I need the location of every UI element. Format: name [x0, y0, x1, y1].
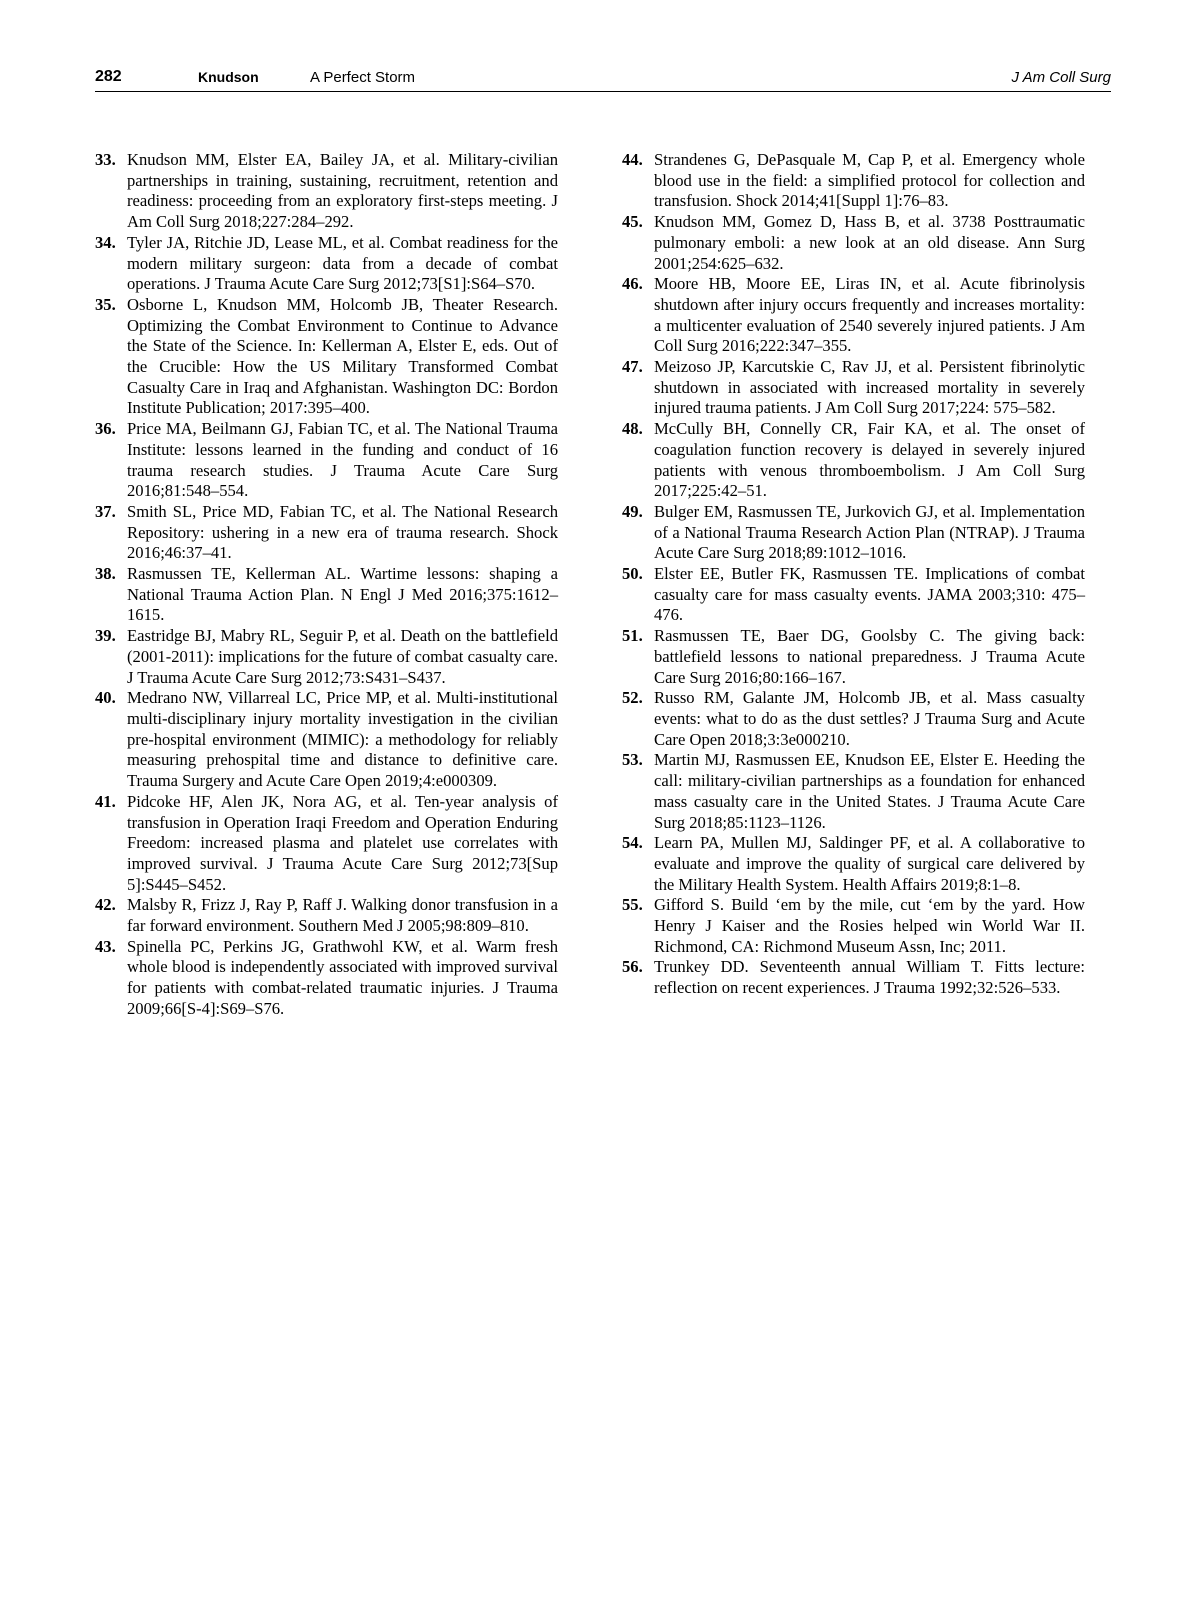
reference-text: Learn PA, Mullen MJ, Saldinger PF, et al. A collaborative to evaluate and improve the quality of surgical care delivered by the Military Health System. Health Affairs 2019;8:1–8.: [654, 833, 1085, 894]
reference-number: 46.: [622, 274, 643, 294]
reference-item: [95, 295, 558, 419]
reference-item: [622, 564, 1085, 626]
reference-number: 50.: [622, 564, 643, 584]
reference-text: Malsby R, Frizz J, Ray P, Raff J. Walking donor transfusion in a far forward environment. Southern Med J 2005;98:809–810.: [127, 895, 558, 936]
reference-item: [622, 274, 1085, 357]
header-rule: [95, 91, 1111, 92]
reference-text: Tyler JA, Ritchie JD, Lease ML, et al. Combat readiness for the modern military surgeon: data from a decade of combat operations. J Trauma Acute Care Surg 2012;73[S1]:S64–S70.: [127, 232, 558, 294]
running-author: Knudson: [198, 69, 259, 85]
reference-text: Pidcoke HF, Alen JK, Nora AG, et al. Ten-year analysis of transfusion in Operation Iraqi Freedom and Operation Enduring Freedom: increased plasma and platelet use correlates with improved survival. J Trauma Acute Care Surg 2012;73[Sup 5]:S445–S452.: [127, 791, 558, 894]
running-header: [95, 68, 1111, 90]
reference-item: [622, 957, 1085, 998]
reference-number: 41.: [95, 791, 116, 811]
reference-text: Eastridge BJ, Mabry RL, Seguir P, et al. Death on the battlefield (2001-2011): implications for the future of combat casualty care. J Trauma Acute Care Surg 2012;73:S431–S437.: [127, 626, 558, 687]
reference-item: [95, 626, 558, 688]
reference-number: 52.: [622, 688, 643, 708]
reference-number: 38.: [95, 564, 116, 584]
reference-number: 45.: [622, 212, 643, 232]
reference-item: [622, 502, 1085, 564]
reference-text: Trunkey DD. Seventeenth annual William T. Fitts lecture: reflection on recent experiences. J Trauma 1992;32:526–533.: [654, 957, 1085, 998]
reference-number: 47.: [622, 357, 643, 377]
references-right-column: [622, 150, 1085, 999]
reference-item: [622, 357, 1085, 419]
reference-text: Smith SL, Price MD, Fabian TC, et al. The National Research Repository: ushering in a new era of trauma research. Shock 2016;46:37–41.: [127, 501, 558, 563]
reference-item: [622, 688, 1085, 750]
reference-text: Spinella PC, Perkins JG, Grathwohl KW, et al. Warm fresh whole blood is independently associated with improved survival for patients with combat-related traumatic injuries. J Trauma 2009;66[S-4]:S69–S76.: [127, 936, 558, 1018]
reference-number: 42.: [95, 895, 116, 915]
reference-text: Russo RM, Galante JM, Holcomb JB, et al. Mass casualty events: what to do as the dust settles? J Trauma Surg and Acute Care Open 2018;3:3e000210.: [654, 688, 1085, 749]
reference-text: Strandenes G, DePasquale M, Cap P, et al. Emergency whole blood use in the field: a simplified protocol for collection and transfusion. Shock 2014;41[Suppl 1]:76–83.: [654, 150, 1085, 211]
journal-name: J Am Coll Surg: [1011, 69, 1111, 86]
reference-item: [622, 419, 1085, 502]
reference-item: [95, 688, 558, 792]
reference-text: Knudson MM, Elster EA, Bailey JA, et al. Military-civilian partnerships in training, sustaining, recruitment, retention and readiness: proceeding from an exploratory first-steps meeting. J Am Coll Surg 2018;227:284–292.: [127, 150, 558, 232]
reference-number: 33.: [95, 150, 116, 169]
reference-item: [622, 626, 1085, 688]
reference-number: 53.: [622, 750, 643, 770]
reference-text: Bulger EM, Rasmussen TE, Jurkovich GJ, et al. Implementation of a National Trauma Research Action Plan (NTRAP). J Trauma Acute Care Surg 2018;89:1012–1016.: [654, 501, 1085, 563]
reference-text: Gifford S. Build ‘em by the mile, cut ‘em by the yard. How Henry J Kaiser and the Rosies helped win World War II. Richmond, CA: Richmond Museum Assn, Inc; 2011.: [654, 895, 1085, 956]
reference-number: 34.: [95, 232, 116, 252]
references-left-column: [95, 150, 558, 1020]
reference-text: McCully BH, Connelly CR, Fair KA, et al. The onset of coagulation function recovery is delayed in severely injured patients with venous thromboembolism. J Am Coll Surg 2017;225:42–51.: [654, 419, 1085, 501]
reference-item: [622, 150, 1085, 212]
reference-number: 56.: [622, 957, 643, 977]
reference-text: Moore HB, Moore EE, Liras IN, et al. Acute fibrinolysis shutdown after injury occurs frequently and increases mortality: a multicenter evaluation of 2540 severely injured patients. J Am Coll Surg 2016;222:347–355.: [654, 274, 1085, 356]
reference-item: [95, 150, 558, 233]
reference-text: Martin MJ, Rasmussen EE, Knudson EE, Elster E. Heeding the call: military-civilian partnerships as a foundation for enhanced mass casualty care in the United States. J Trauma Acute Care Surg 2018;85:1123–1126.: [654, 750, 1085, 832]
reference-item: [95, 792, 558, 896]
reference-item: [622, 212, 1085, 274]
reference-number: 51.: [622, 626, 643, 646]
reference-item: [622, 750, 1085, 833]
reference-item: [95, 937, 558, 1020]
reference-text: Elster EE, Butler FK, Rasmussen TE. Implications of combat casualty care for mass casualty events. JAMA 2003;310: 475–476.: [654, 564, 1085, 625]
reference-item: [95, 564, 558, 626]
reference-text: Meizoso JP, Karcutskie C, Rav JJ, et al. Persistent fibrinolytic shutdown in associated with increased mortality in severely injured trauma patients. J Am Coll Surg 2017;224: 575–582.: [654, 357, 1085, 418]
reference-item: [95, 502, 558, 564]
page-number: 282: [95, 68, 122, 85]
reference-text: Osborne L, Knudson MM, Holcomb JB, Theater Research. Optimizing the Combat Environment to Continue to Advance the State of the Science. In: Kellerman A, Elster E, eds. Out of the Crucible: How the US Military Transformed Combat Casualty Care in Iraq and Afghanistan. Washington DC: Bordon Institute Publication; 2017:395–400.: [127, 294, 558, 418]
running-title: A Perfect Storm: [310, 69, 416, 86]
reference-number: 36.: [95, 419, 116, 439]
reference-number: 55.: [622, 895, 643, 915]
reference-number: 43.: [95, 936, 116, 956]
reference-item: [622, 833, 1085, 895]
reference-text: Medrano NW, Villarreal LC, Price MP, et al. Multi-institutional multi-disciplinary injury mortality investigation in the civilian pre-hospital environment (MIMIC): a methodology for reliably measuring prehospital time and distance to definitive care. Trauma Surgery and Acute Care Open 2019;4:e000309.: [127, 688, 558, 791]
reference-item: [95, 233, 558, 295]
reference-item: [622, 895, 1085, 957]
reference-number: 44.: [622, 150, 643, 169]
reference-number: 48.: [622, 419, 643, 439]
reference-number: 54.: [622, 833, 643, 853]
reference-item: [95, 895, 558, 936]
reference-text: Knudson MM, Gomez D, Hass B, et al. 3738 Posttraumatic pulmonary emboli: a new look at an old disease. Ann Surg 2001;254:625–632.: [654, 212, 1085, 273]
reference-number: 39.: [95, 626, 116, 646]
reference-item: [95, 419, 558, 502]
reference-text: Rasmussen TE, Baer DG, Goolsby C. The giving back: battlefield lessons to national preparedness. J Trauma Acute Care Surg 2016;80:166–167.: [654, 626, 1085, 687]
reference-text: Price MA, Beilmann GJ, Fabian TC, et al. The National Trauma Institute: lessons learned in the funding and conduct of 16 trauma research studies. J Trauma Acute Care Surg 2016;81:548–554.: [127, 419, 558, 501]
reference-number: 40.: [95, 688, 116, 708]
reference-text: Rasmussen TE, Kellerman AL. Wartime lessons: shaping a National Trauma Action Plan. N Engl J Med 2016;375:1612–1615.: [127, 564, 558, 625]
reference-number: 37.: [95, 501, 116, 521]
reference-number: 35.: [95, 294, 116, 314]
reference-number: 49.: [622, 501, 643, 521]
